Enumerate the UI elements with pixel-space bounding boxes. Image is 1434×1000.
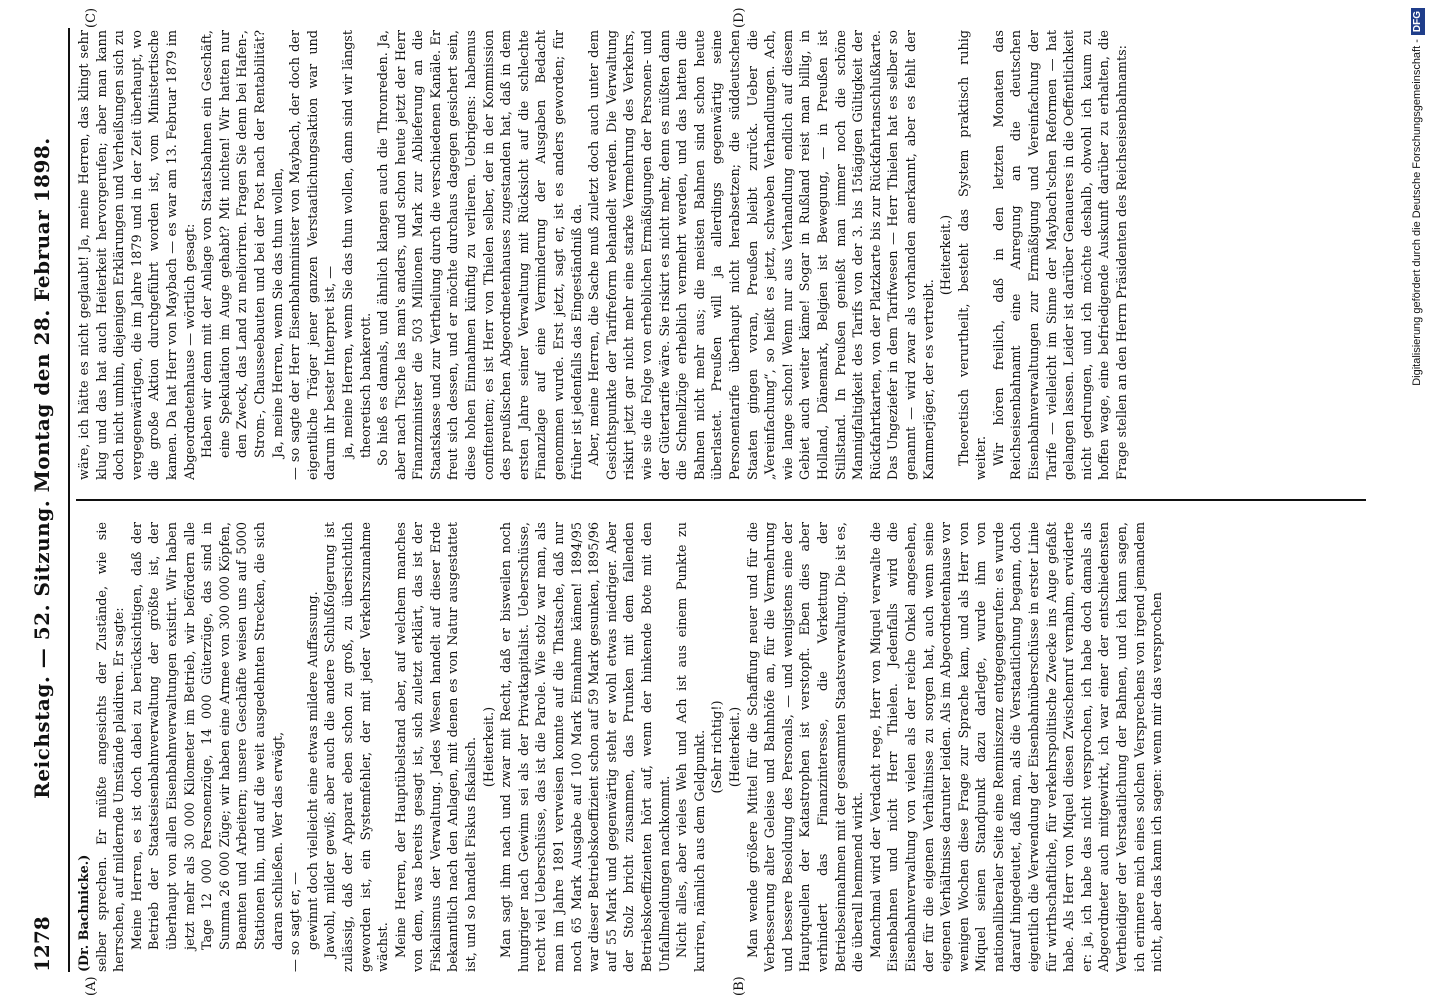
column-divider [76, 500, 1366, 502]
paragraph: Meine Herren, der Hauptübelstand aber, auf welchem manches von dem, was bereits gesagt ist, sich zuletzt erklärt, das ist der Fiskalismus der Verwaltung. Jedes Wesen handelt auf dieser Erde bekanntlich nach den Anlagen, mit denen es von Natur ausgestattet ist, und so handelt Fiskus fiskalisch. [393, 522, 480, 972]
margin-letter-b: (B) [732, 976, 747, 996]
digitisation-credit: Digitalisierung gefördert durch die Deutsche Forschungsgemeinschaft - [1411, 39, 1423, 386]
paragraph: So hieß es damals, und ähnlich klangen auch die Thronreden. Ja, aber nach Tische las man's anders, und schon heute jetzt der Herr Finanzminister die 503 Millionen Mark zur Ablieferung an die Staatskasse und zur Vertheilung durch die verschiedenen Kanäle. Er freut sich dessen, und er möchte durchaus dagegen gesichert sein, diese hohen Einnahmen künftig zu verlieren. Uebrigens: habemus confitentem; es ist Herr von Thielen selber, der in der Kommission des preußischen Abgeordnetenhauses zugestanden hat, daß in dem ersten Jahre seiner Verwaltung mit Rücksicht auf die schlechte Finanzlage auf eine Verminderung der Ausgaben Bedacht genommen wurde. Erst jetzt, sagt er, ist es anders geworden; für früher ist jedenfalls das Eingeständniß da. [376, 30, 585, 480]
paragraph: — so sagt er, — [288, 871, 304, 972]
paragraph: Wir hören freilich, daß in den letzten Monaten das Reichseisenbahnamt eine Anregung an die deutschen Eisenbahnverwaltungen zur Ermäßigung und Vereinfachung der Tarife — vielleicht im Sinne der Maybach'schen Reformen — hat gelangen lassen. Leider ist darüber Genaueres in die Oeffentlichkeit nicht gedrungen, und ich möchte deshalb, obwohl ich kaum zu hoffen wage, eine befriedigende Auskunft darüber zu erhalten, die Frage stellen an den Herrn Präsidenten des Reichseisenbahnamts: [991, 30, 1131, 480]
interjection: (Sehr richtig!) [710, 700, 726, 794]
paragraph: Man sagt ihm nach und zwar mit Recht, daß er bisweilen noch hungriger nach Gewinn sei als der Privatkapitalist. Ueberschüsse, recht viel Ueberschüsse, das ist die Parole. Wie stolz war man, als man im Jahre 1891 verweisen konnte auf die Thatsache, daß nur noch 65 Mark Ausgabe auf 100 Mark Einnahme kämen! 1894/95 war dieser Betriebskoeffizient schon auf 59 Mark gesunken, 1895/96 auf 55 Mark und gegenwärtig steht er wohl etwas niedriger. Aber der Stolz bricht zusammen, das Prunken mit dem fallenden Betriebskoeffizienten hört auf, wenn der hinkende Bote mit den Unfallmeldungen nachkommt. [499, 522, 673, 972]
page [12, 7, 1382, 996]
margin-letter-d: (D) [732, 7, 747, 28]
paragraph: Aber, meine Herren, die Sache muß zuletzt doch auch unter dem Gesichtspunkte der Tarifreform behandelt werden. Die Verwaltung riskirt jetzt gar nicht mehr eine starke Vermehrung des Verkehrs, wie sie die Folge von erheblichen Ermäßigungen der Personen- und der Gütertarife wäre. Sie riskirt es nicht mehr, denn es müßten dann die Schnellzüge erheblich vermehrt werden, und das hatten die Bahnen nicht mehr aus; die meisten Bahnen sind schon heute überlastet. Preußen will ja allerdings gegenwärtig seine Personentarife überhaupt nicht herabsetzen; die süddeutschen Staaten gingen voran, Preußen bleibt zurück. Ueber die „Vereinfachung“, so heißt es jetzt, schweben Verhandlungen. Ach, wie lange schon! Wenn nur aus Verhandlung endlich auf diesem Gebiet auch weiter käme! Sogar in Rußland reist man billig, in Holland, Dänemark, Belgien ist Bewegung, — in Preußen ist Stillstand. In Preußen genießt man immer noch die schöne Mannigfaltigkeit des Tarifs von der 3. bis 15tägigen Gültigkeit der Rückfahrtkarten, von der Platzkarte bis zur Rückfahrtanschlußkarte. Das Ungeziefer in dem Tarifwesen — Herr Thielen hat es selber so genannt — wird zwar als vorhanden anerkannt, aber es fehlt der Kammerjäger, der es vertreibt. [587, 30, 937, 480]
dfg-logo: DFG [1411, 8, 1425, 35]
paragraph: — so sagte der Herr Eisenbahnminister von Maybach, der doch der eigentliche Träger jener ganzen Verstaatlichungsaktion war und darum ihr bester Interpret ist, — [288, 30, 339, 480]
margin-letter-c: (C) [84, 7, 99, 28]
page-header [24, 28, 70, 972]
paragraph: Manchmal wird der Verdacht rege, Herr von Miquel verwalte die Eisenbahnen und nicht Herr Thielen. Jedenfalls wird die Eisenbahnverwaltung von vielen als der reiche Onkel angesehen, der für die eigenen Verhältnisse zu sorgen hat, auch wenn seine eigenen Verhältnisse darunter leiden. Als im Abgeordnetenhause vor wenigen Wochen diese Frage zur Sprache kam, und als Herr von Miquel seinen Standpunkt dazu darlegte, wurde ihm von nationalliberaler Seite eine Reminiszenz entgegengerufen: es wurde darauf hingedeutet, daß man, als die Verstaatlichung begann, doch eigentlich die Verwendung der Eisenbahnüberschüsse in erster Linie für wirthschaftliche, für verkehrspolitische Zwecke ins Auge gefaßt habe. Als Herr von Miquel diesen Zwischenruf vernahm, erwiderte er: ja, ich habe das nicht versprochen, ich habe doch damals als Abgeordneter auch mitgewirkt, ich war einer der entschiedensten Vertheidiger der Verstaatlichung der Bahnen, und ich kann sagen, ich erinnere mich eines solchen Versprechens von irgend jemandem nicht, aber das kann ich sagen: wenn mir das versprochen [868, 522, 1166, 972]
left-column [76, 522, 1366, 972]
digitisation-note [1404, 8, 1428, 988]
paragraph: selber sprechen. Er müßte angesichts der Zustände, wie sie herrschen, auf mildernde Umstände plaidiren. Er sagte: [94, 522, 128, 972]
quote: Meine Herren, es ist doch dabei zu berücksichtigen, daß der Betrieb der Staatseisenbahnverwaltung der größte ist, der überhaupt von allen Eisenbahnverwaltungen existirt. Wir haben jetzt mehr als 30 000 Kilometer im Betrieb, wir befördern alle Tage 12 000 Personenzüge, 14 000 Güterzüge, das sind in Summa 26 000 Züge; wir haben eine Armee von 300 000 Köpfen, Beamten und Arbeitern; unsere Geschäfte weisen uns auf 5000 Stationen hin, und auf die weit ausgedehnten Strecken, die sich daran schließen. Wer das erwägt, [129, 522, 286, 950]
interjection: (Heiterkeit.) [939, 214, 955, 296]
paragraph: Jawohl, milder gewiß; aber auch die andere Schlußfolgerung ist zulässig, daß der Apparat eben schon zu groß, zu übersichtlich geworden ist, ein Systemfehler, der mit jeder Verkehrszunahme wächst. [323, 522, 392, 972]
paragraph: Man wende größere Mittel für die Schaffung neuer und für die Verbesserung alter Geleise und Bahnhöfe an, für die Vermehrung und bessere Besoldung des Personals, — und wenigstens eine der Hauptquellen der Katastrophen ist verstopft. Eben dies aber verhindert das Finanzinteresse, die Verkettung der Betriebseinnahmen mit der gesammten Staatsverwaltung. Die ist es, die überall hemmend wirkt. [745, 522, 867, 972]
quote: gewinnt doch vielleicht eine etwas mildere Auffassung. [305, 591, 321, 950]
quote: ja, meine Herren, wenn Sie das thun wollen, dann sind wir längst theoretisch bankerott. [340, 30, 374, 458]
margin-letter-a: (A) [84, 976, 99, 996]
page-title: Reichstag. — 52. Sitzung. Montag den 28. Februar 1898. [30, 137, 54, 799]
interjection: (Heiterkeit.) [481, 706, 497, 788]
page-number: 1278 [30, 916, 54, 972]
interjection: (Heiterkeit.) [727, 706, 743, 788]
paragraph: Nicht alles, aber vieles Weh und Ach ist aus einem Punkte zu kuriren, nämlich aus dem Geldpunkt. [675, 522, 708, 972]
paragraph: Theoretisch verurtheilt, besteht das System praktisch ruhig weiter. [956, 30, 990, 480]
paragraph: wäre, ich hätte es nicht geglaubt! Ja, meine Herren, das klingt sehr klug und das hat auch Heiterkeit hervorgerufen; aber man kann doch nicht umhin, diejenigen Erklärungen und Verheißungen sich zu vergegenwärtigen, die im Jahre 1879 und in der Zeit überhaupt, wo die große Aktion durchgeführt worden ist, vom Ministertische kamen. Da hat Herr von Maybach — es war am 13. Februar 1879 im Abgeordnetenhause — wörtlich gesagt: [77, 30, 198, 480]
right-column [76, 30, 1366, 480]
speaker-label: (Dr. Bachnicke.) [77, 854, 92, 972]
quote: Haben wir denn mit der Anlage von Staatsbahnen ein Geschäft, eine Spekulation im Auge gehabt? Mit nichten! Wir hatten nur den Zweck, das Land zu melioriren. Fragen Sie denn bei Hafen-, Strom-, Chausseebauten und bei der Post nach der Rentabilität? Ja, meine Herren, wenn Sie das thun wollen, [200, 30, 286, 458]
